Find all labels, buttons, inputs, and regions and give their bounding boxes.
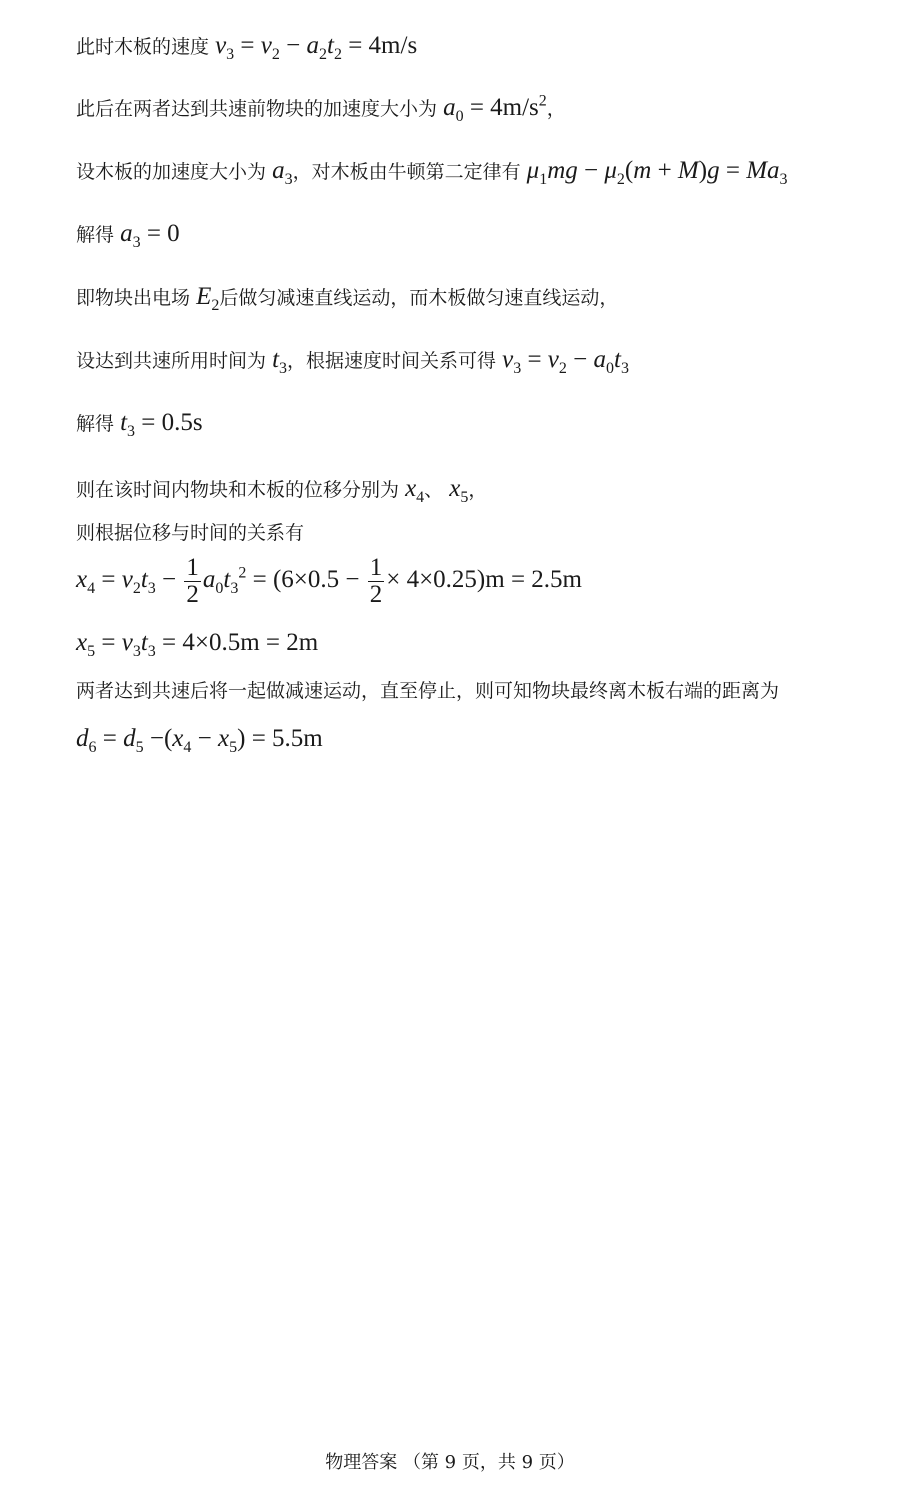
line-8-text: 则在该时间内物块和木板的位移分别为 (76, 479, 400, 501)
line-2-punct: ， (546, 98, 566, 120)
formula-x4: $x_4 = v_2t_3$ − $\frac{1}{2}$ $a_0t_3^2 = (6\times 0.5$ − $\frac{1}{2}$ × 4×0.25)m = 2.5m (76, 554, 582, 609)
formula-a3-label: $a_3$ (272, 157, 293, 188)
text-line-4 (76, 219, 180, 249)
page-footer: 物理答案 （第 9 页，共 9 页） (325, 1452, 575, 1473)
formula-x4-label: $x_4$ (405, 475, 425, 506)
formula-x5-label: $x_5$ (449, 475, 469, 506)
line-3-text-2: ，对木板由牛顿第二定律有 (292, 161, 521, 183)
text-line-2 (76, 93, 566, 123)
line-5-text: 即物块出电场 (76, 287, 191, 309)
fraction-half-1: $\frac{1}{2}$ (186, 554, 199, 609)
line-9-text: 则根据位移与时间的关系有 (76, 522, 305, 544)
text-line-1 (76, 31, 417, 61)
line-8-punct: ， (468, 479, 488, 501)
text-line-7 (76, 408, 203, 438)
formula-x5: $x_5 = v_3t_3 = 4\times 0.5m = 2m$ (76, 629, 319, 660)
line-4-text: 解得 (76, 224, 115, 246)
text-line-9 (76, 522, 304, 545)
line-1-text: 此时木板的速度 (76, 36, 210, 58)
line-3-text: 设木板的加速度大小为 (76, 161, 267, 183)
line-8-sep: 、 (424, 479, 444, 501)
line-7-text: 解得 (76, 413, 115, 435)
formula-a0: $a_0 = 4m/s^2$ (443, 92, 547, 125)
text-line-8 (76, 474, 487, 504)
fraction-half-2: $\frac{1}{2}$ (369, 554, 383, 609)
formula-newton: $\mu_1mg - \mu_2(m + M)g = Ma_3$ (526, 157, 788, 188)
formula-d6: $d_6 = d_5 -(x_4 - x_5) = 5.5m$ (76, 725, 323, 756)
formula-v3: $v_3 = v_2 - a_2t_2 = 4m/s$ (215, 32, 418, 63)
formula-velocity-time: $v_3 = v_2 - a_0t_3$ (502, 346, 629, 377)
line-2-text: 此后在两者达到共速前物块的加速度大小为 (76, 98, 438, 120)
text-line-10 (76, 555, 582, 609)
text-line-13 (76, 724, 323, 754)
formula-t3-label: $t_3$ (272, 346, 288, 377)
line-6-text: 设达到共速所用时间为 (76, 350, 267, 372)
formula-e2: $E_2$ (196, 283, 220, 314)
text-line-12 (76, 680, 779, 703)
text-line-11 (76, 628, 318, 658)
text-line-3 (76, 156, 788, 186)
text-line-6 (76, 345, 629, 375)
line-12-text: 两者达到共速后将一起做减速运动，直至停止，则可知物块最终离木板右端的距离为 (76, 680, 780, 702)
formula-t3-value: $t_3 = 0.5s$ (120, 409, 203, 440)
formula-a3-zero: $a_3 = 0$ (120, 220, 180, 251)
line-5-text-2: 后做匀减速直线运动，而木板做匀速直线运动， (219, 287, 619, 309)
text-line-5 (76, 282, 618, 312)
line-6-text-2: ，根据速度时间关系可得 (287, 350, 497, 372)
